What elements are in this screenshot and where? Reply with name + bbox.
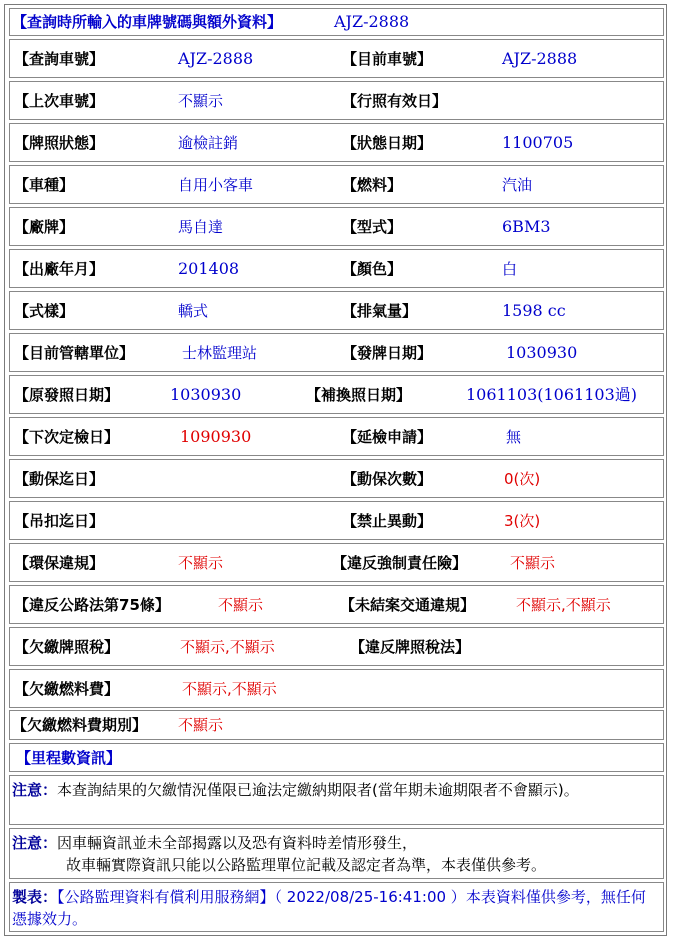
footer-text: 本表資料僅供參考，無任何憑據效力。: [12, 888, 646, 928]
field-value: AJZ-2888: [178, 49, 254, 68]
mileage-label: 【里程數資訊】: [16, 749, 122, 767]
info-row: [9, 333, 664, 372]
fuel-period-label: 【欠繳燃料費期別】: [12, 716, 148, 734]
info-row: [9, 375, 664, 414]
note1-box: [9, 775, 664, 825]
field-label: 【吊扣迄日】: [14, 512, 105, 530]
note1: [12, 779, 652, 801]
info-row: [9, 249, 664, 288]
field-label: 【動保次數】: [342, 470, 433, 488]
footer-prefix: 製表：: [12, 888, 58, 906]
info-row: [9, 459, 664, 498]
field-value: 不顯示: [218, 596, 264, 614]
field-label: 【查詢車號】: [14, 50, 105, 68]
note1-text: 本查詢結果的欠繳情況僅限已逾法定繳納期限者(當年期未逾期限者不會顯示)。: [57, 781, 579, 799]
info-row: [9, 669, 664, 708]
field-value: AJZ-2888: [502, 49, 578, 68]
header-row: [9, 8, 664, 36]
field-label: 【動保迄日】: [14, 470, 105, 488]
field-value: 不顯示,不顯示: [180, 638, 275, 656]
field-label: 【出廠年月】: [14, 260, 105, 278]
field-value: 逾檢註銷: [178, 134, 239, 152]
field-label: 【狀態日期】: [342, 134, 433, 152]
info-row: [9, 207, 664, 246]
field-label: 【下次定檢日】: [14, 428, 120, 446]
note1-prefix: 注意：: [12, 781, 58, 799]
field-value: 3(次): [504, 512, 541, 530]
field-label: 【燃料】: [342, 176, 403, 194]
field-value: 白: [502, 260, 518, 278]
field-value: 不顯示: [178, 92, 224, 110]
field-value: 不顯示,不顯示: [182, 680, 277, 698]
field-label: 【欠繳燃料費】: [14, 680, 120, 698]
field-value: 1061103(1061103過): [466, 385, 638, 404]
field-label: 【廠牌】: [14, 218, 75, 236]
field-label: 【目前車號】: [342, 50, 433, 68]
field-value: 自用小客車: [178, 176, 254, 194]
field-label: 【車種】: [14, 176, 75, 194]
field-value: 1030930: [506, 343, 578, 362]
info-row: [9, 291, 664, 330]
field-label: 【違反強制責任險】: [332, 554, 468, 572]
fuel-period-value: 不顯示: [178, 716, 224, 734]
field-value: 汽油: [502, 176, 533, 194]
info-row: [9, 627, 664, 666]
field-label: 【環保違規】: [14, 554, 105, 572]
note2-line1: 因車輛資訊並未全部揭露以及恐有資料時差情形發生，: [57, 834, 418, 852]
field-value: 1598 cc: [502, 301, 566, 320]
info-row: [9, 165, 664, 204]
header-title: 【查詢時所輸入的車牌號碼與額外資料】: [12, 13, 283, 31]
field-label: 【發牌日期】: [342, 344, 433, 362]
field-label: 【欠繳牌照稅】: [14, 638, 120, 656]
footer-note: [12, 886, 652, 930]
field-label: 【原發照日期】: [14, 386, 120, 404]
info-row: [9, 39, 664, 78]
field-label: 【型式】: [342, 218, 403, 236]
mileage-row: [9, 743, 664, 772]
field-label: 【違反公路法第75條】: [14, 596, 170, 614]
field-label: 【補換照日期】: [306, 386, 412, 404]
footer-source: 【公路監理資料有償利用服務網】: [57, 888, 275, 906]
field-value: 不顯示,不顯示: [516, 596, 611, 614]
note2-prefix: 注意：: [12, 834, 58, 852]
note2-box: [9, 828, 664, 879]
fuel-period-row: [9, 710, 664, 740]
field-label: 【未結案交通違規】: [340, 596, 476, 614]
field-value: 1090930: [180, 427, 252, 446]
field-label: 【排氣量】: [342, 302, 418, 320]
field-label: 【上次車號】: [14, 92, 105, 110]
field-label: 【式樣】: [14, 302, 75, 320]
info-row: [9, 123, 664, 162]
footer-box: [9, 882, 664, 932]
field-label: 【延檢申請】: [342, 428, 433, 446]
field-label: 【違反牌照稅法】: [350, 638, 471, 656]
header-plate: AJZ-2888: [334, 12, 410, 31]
field-label: 【行照有效日】: [342, 92, 448, 110]
field-label: 【目前管轄單位】: [14, 344, 135, 362]
field-label: 【牌照狀態】: [14, 134, 105, 152]
footer-time: （ 2022/08/25-16:41:00 ）: [274, 888, 466, 906]
note2-line2: 故車輛實際資訊只能以公路監理單位記載及認定者為準，本表僅供參考。: [66, 856, 547, 874]
field-value: 無: [506, 428, 522, 446]
info-row: [9, 417, 664, 456]
field-label: 【顏色】: [342, 260, 403, 278]
field-value: 馬自達: [178, 218, 224, 236]
field-value: 不顯示: [178, 554, 224, 572]
note2: [12, 832, 662, 876]
field-value: 不顯示: [510, 554, 556, 572]
field-value: 6BM3: [502, 217, 551, 236]
info-row: [9, 543, 664, 582]
info-row: [9, 81, 664, 120]
field-value: 1030930: [170, 385, 242, 404]
field-label: 【禁止異動】: [342, 512, 433, 530]
info-row: [9, 501, 664, 540]
field-value: 0(次): [504, 470, 541, 488]
field-value: 1100705: [502, 133, 574, 152]
field-value: 201408: [178, 259, 240, 278]
field-value: 轎式: [178, 302, 209, 320]
info-row: [9, 585, 664, 624]
field-value: 士林監理站: [182, 344, 258, 362]
